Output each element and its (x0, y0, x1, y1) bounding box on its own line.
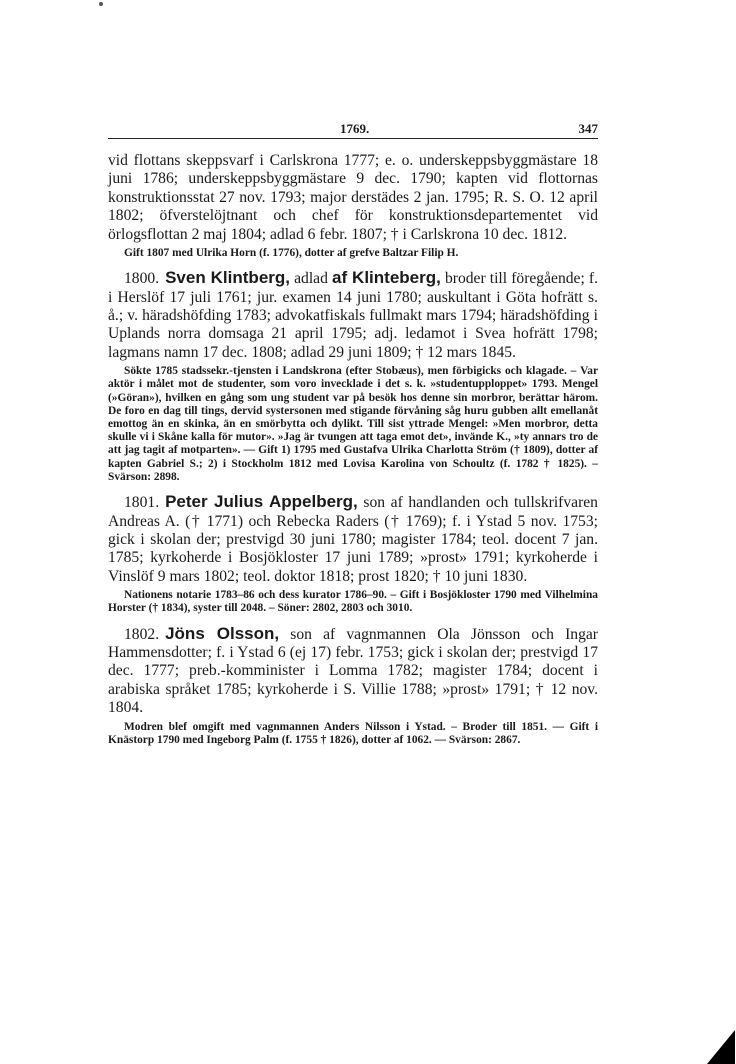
entry-number: 1801. (124, 494, 160, 512)
entry-note: Nationens notarie 1783–86 och dess kurator 1786–90. – Gift i Bosjökloster 1790 med Vilhelmina Horster († 1834), syster till 2048. – Söner: 2802, 2803 och 3010. (108, 589, 598, 615)
entry-paragraph (108, 625, 598, 718)
running-header (108, 118, 598, 139)
book-page (108, 118, 598, 747)
entry-number: 1800. (124, 270, 160, 288)
entry-1800 (108, 269, 598, 484)
entry-ennobled-name: af Klinteberg, (332, 268, 441, 288)
corner-scan-mark (707, 1030, 735, 1064)
entry-paragraph (108, 269, 598, 362)
entry-text: son af vagnmannen Ola Jönsson och Ingar Hammensdotter; f. i Ystad 6 (ej 17) febr. 1753; gick i skolan der; prestvigd 17 dec. 1777; preb.-komminister i Lomma 1782; magister 1784; docent i arabiska språket 1785; kyrkoherde i S. Villie 1788; »prost» 1791; † 12 nov. 1804. (108, 625, 599, 717)
entry-number: 1802. (124, 625, 160, 643)
entry-name: Sven Klintberg, (165, 268, 290, 288)
entry-name: Jöns Olsson, (165, 623, 280, 643)
entry-paragraph (108, 493, 598, 586)
page-number: 347 (578, 121, 598, 136)
continuation-text: vid flottans skeppsvarf i Carlskrona 1777; e. o. underskeppsbyggmästare 18 juni 1786; underskeppsbyggmästare 9 dec. 1790; kapten vid flottornas konstruktionsstat 27 nov. 1793; major derstädes 2 jan. 1795; R. S. O. 12 april 1802; öfverstelöjtnant och chef för konstruktionsdepartementet vid örlogsflottan 2 maj 1804; adlad 6 febr. 1807; † i Carlskrona 10 dec. 1812. (108, 152, 598, 243)
scan-speck (99, 2, 103, 6)
entry-note: Modren blef omgift med vagnmannen Anders Nilsson i Ystad. – Broder till 1851. — Gift i Knästorp 1790 med Ingeborg Palm (f. 1755 † 1826), dotter af 1062. — Svärson: 2867. (108, 720, 598, 746)
entry-1802 (108, 625, 598, 747)
entry-note: Sökte 1785 stadssekr.-tjensten i Landskrona (efter Stobæus), men förbigicks och klagade. – Var aktör i målet mot de studenter, som voro invecklade i det s. k. »studentupploppet» 1793. Mengel (»Göran»), hvilken en gång som ung student var på besök hos denne sin morbror, berättar härom. De foro en dag till tings, dervid systersonen med stigande förvåning såg huru gubben allt emellanåt emottog än en skinka, än en smörbytta och dylikt. Till sist yttrade Mengel: »Men morbror, detta skulle vi i Skåne kalla för mutor». »Jag är tvungen att taga emot det», invände K., »ty annars tro de att jag tagit af motparten». — Gift 1) 1795 med Gustafva Ulrika Charlotta Ström († 1809), dotter af kapten Gabriel S.; 2) i Stockholm 1812 med Lovisa Karolina von Schoultz (f. 1782 † 1825). – Svärson: 2898. (108, 365, 598, 483)
entry-1801 (108, 493, 598, 615)
entry-name-joiner: adlad (294, 270, 328, 288)
header-year: 1769. (340, 121, 370, 136)
page-body (108, 152, 598, 747)
continuation-note: Gift 1807 med Ulrika Horn (f. 1776), dotter af grefve Baltzar Filip H. (124, 247, 459, 260)
entry-name: Peter Julius Appelberg, (165, 492, 358, 512)
entry-text: broder till föregående; f. i Herslöf 17 juli 1761; jur. examen 14 juni 1780; auskultant i Göta hofrätt s. å.; v. häradshöfding 1783; advokatfiskals fullmakt mars 1794; häradshöfding i Uplands norra domsaga 21 april 1795; adj. ledamot i Svea hofrätt 1798; lagmans namn 17 dec. 1808; adlad 29 juni 1809; † 12 mars 1845. (108, 270, 598, 361)
entry-text: son af handlanden och tullskrifvaren Andreas A. († 1771) och Rebecka Raders († 1769); f. i Ystad 5 nov. 1753; gick i skolan der; prestvigd 30 juni 1780; magister 1784; teol. docent 7 jan. 1785; kyrkoherde i Bosjökloster 17 juni 1789; »prost» 1791; kyrkoherde i Vinslöf 9 mars 1802; teol. doktor 1818; prost 1820; † 10 juni 1830. (108, 494, 598, 585)
